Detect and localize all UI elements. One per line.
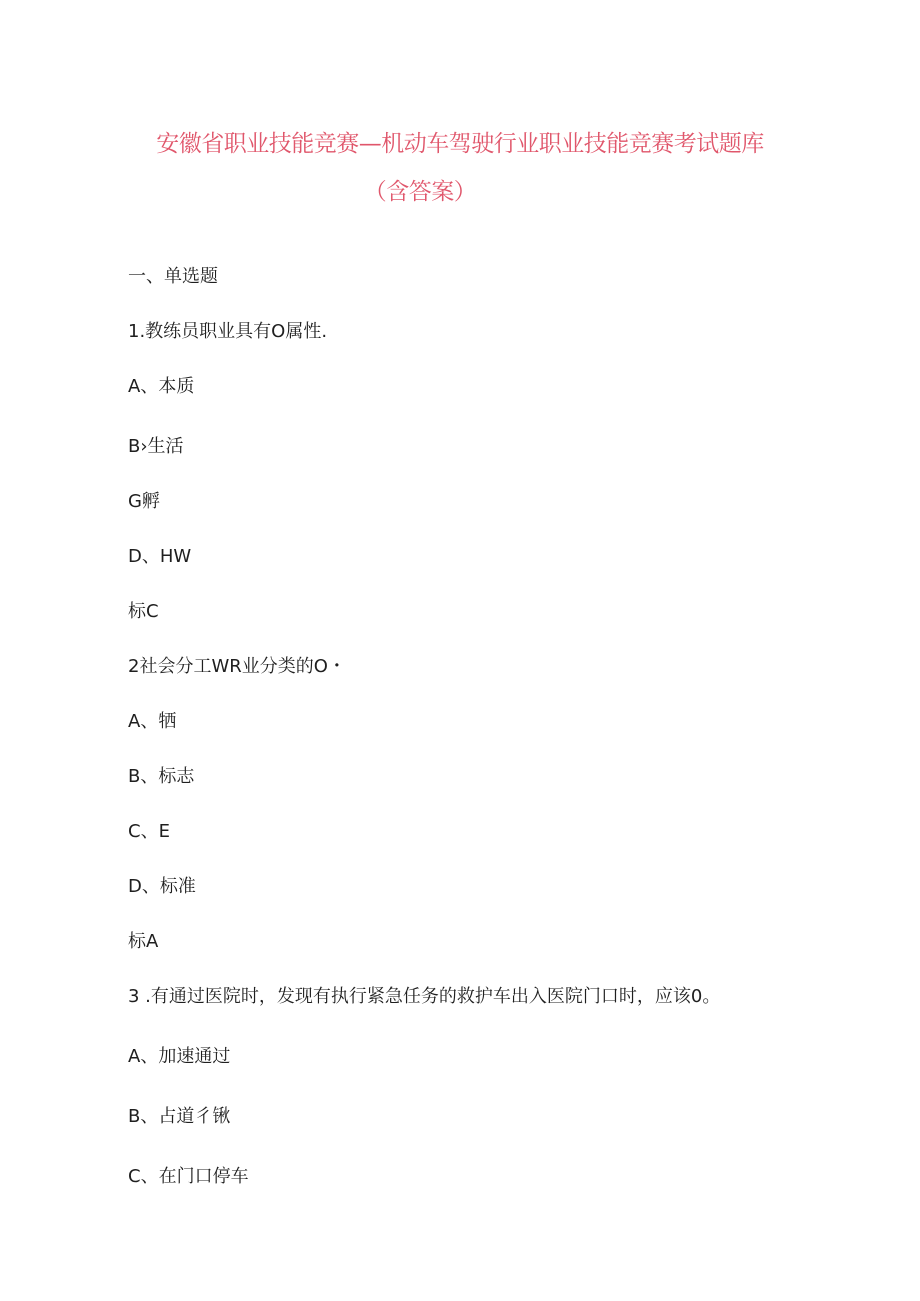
question-text: 3 .有通过医院时，发现有执行紧急任务的救护车出入医院门口时，应该0。 bbox=[128, 986, 721, 1007]
section-heading: 一、单选题 bbox=[128, 266, 218, 287]
question-text: 1.教练员职业具有O属性. bbox=[128, 321, 328, 342]
answer-key: 标A bbox=[128, 931, 159, 952]
document-title-suffix: （含答案） bbox=[363, 179, 477, 205]
answer-option: D、标准 bbox=[128, 876, 196, 897]
question-text: 2社会分工WR业分类的O・ bbox=[128, 656, 346, 677]
answer-option: B、占道彳锹 bbox=[128, 1106, 231, 1127]
answer-option: B›生活 bbox=[128, 436, 184, 457]
answer-option: A、加速通过 bbox=[128, 1046, 231, 1067]
answer-option: C、在门口停车 bbox=[128, 1166, 249, 1187]
answer-option: A、牺 bbox=[128, 711, 177, 732]
document-title: 安徽省职业技能竞赛—机动车驾驶行业职业技能竞赛考试题库 bbox=[156, 131, 764, 157]
answer-option: D、HW bbox=[128, 546, 192, 567]
answer-option: G孵 bbox=[128, 491, 160, 512]
answer-option: B、标志 bbox=[128, 766, 195, 787]
answer-option: C、E bbox=[128, 821, 170, 842]
answer-option: A、本质 bbox=[128, 376, 195, 397]
answer-key: 标C bbox=[128, 601, 159, 622]
